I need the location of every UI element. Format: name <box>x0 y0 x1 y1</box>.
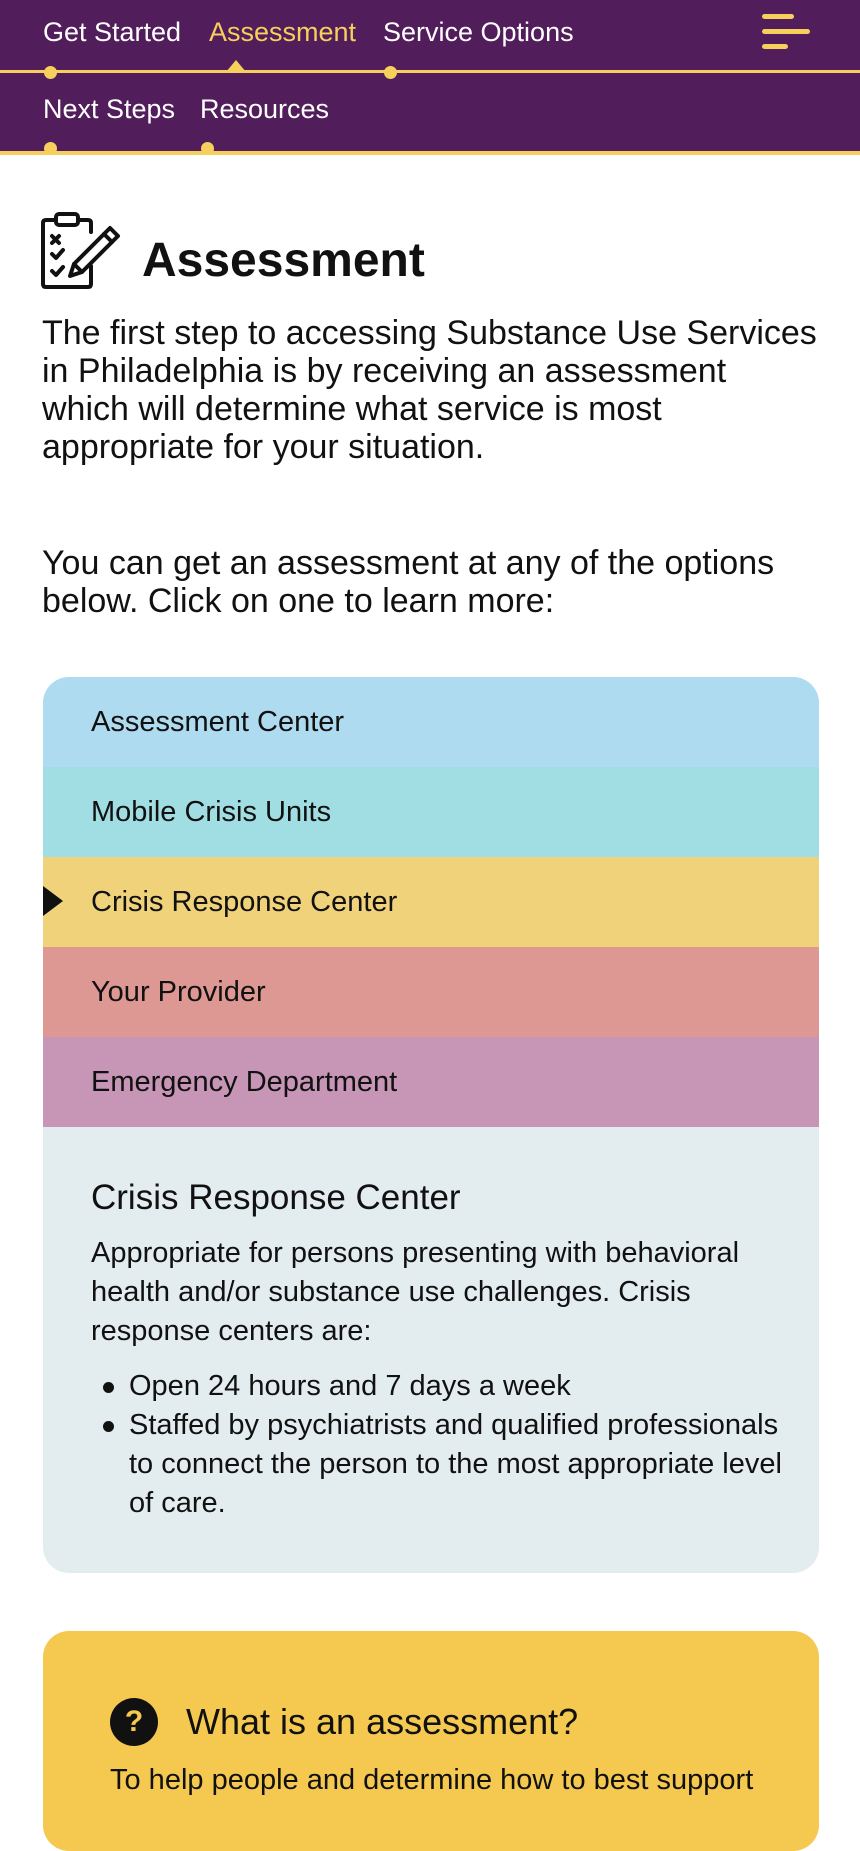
nav-dot-resources <box>201 142 214 155</box>
option-assessment-center[interactable] <box>43 677 819 767</box>
option-label: Mobile Crisis Units <box>91 796 332 828</box>
nav-dot-next-steps <box>44 142 57 155</box>
list-item: Staffed by psychiatrists and qualified professionals to connect the person to the most appropriate level of care. <box>91 1406 801 1523</box>
nav-dot-get-started <box>44 66 57 79</box>
option-label: Emergency Department <box>91 1066 398 1098</box>
triangle-right-icon <box>43 886 63 916</box>
clipboard-checklist-pencil-icon <box>40 210 122 290</box>
option-crisis-response-center[interactable] <box>43 857 819 947</box>
instruction-text: You can get an assessment at any of the options below. Click on one to learn more: <box>42 544 775 620</box>
question-mark-icon: ? <box>110 1698 158 1746</box>
option-label: Your Provider <box>91 976 266 1008</box>
nav-dot-service-options <box>384 66 397 79</box>
nav-item-assessment[interactable]: Assessment <box>209 17 357 47</box>
option-label: Crisis Response Center <box>91 886 398 918</box>
nav-item-resources[interactable]: Resources <box>200 94 330 124</box>
detail-title: Crisis Response Center <box>91 1178 461 1217</box>
top-navigation <box>0 0 860 155</box>
nav-divider <box>0 70 860 73</box>
assessment-options-panel <box>43 677 819 1573</box>
option-mobile-crisis-units[interactable] <box>43 767 819 857</box>
intro-paragraph: The first step to accessing Substance Use Services in Philadelphia is by receiving an assessment which will determine what service is most appropriate for your situation. <box>42 314 817 466</box>
callout-title: What is an assessment? <box>186 1701 579 1742</box>
option-emergency-department[interactable] <box>43 1037 819 1127</box>
detail-bullet-list <box>91 1367 801 1523</box>
nav-item-next-steps[interactable]: Next Steps <box>43 94 176 124</box>
callout-text: To help people and determine how to best support <box>110 1764 754 1796</box>
detail-description: Appropriate for persons presenting with behavioral health and/or substance use challenges. Crisis response centers are: <box>91 1237 740 1347</box>
option-label: Assessment Center <box>91 706 345 738</box>
hamburger-menu-icon[interactable] <box>758 14 810 50</box>
nav-active-indicator <box>226 60 246 72</box>
assessment-info-callout <box>43 1631 819 1851</box>
option-your-provider[interactable] <box>43 947 819 1037</box>
nav-item-service-options[interactable]: Service Options <box>383 17 574 47</box>
page-title: Assessment <box>142 234 425 287</box>
list-item: Open 24 hours and 7 days a week <box>91 1367 801 1406</box>
nav-item-get-started[interactable]: Get Started <box>43 17 182 47</box>
